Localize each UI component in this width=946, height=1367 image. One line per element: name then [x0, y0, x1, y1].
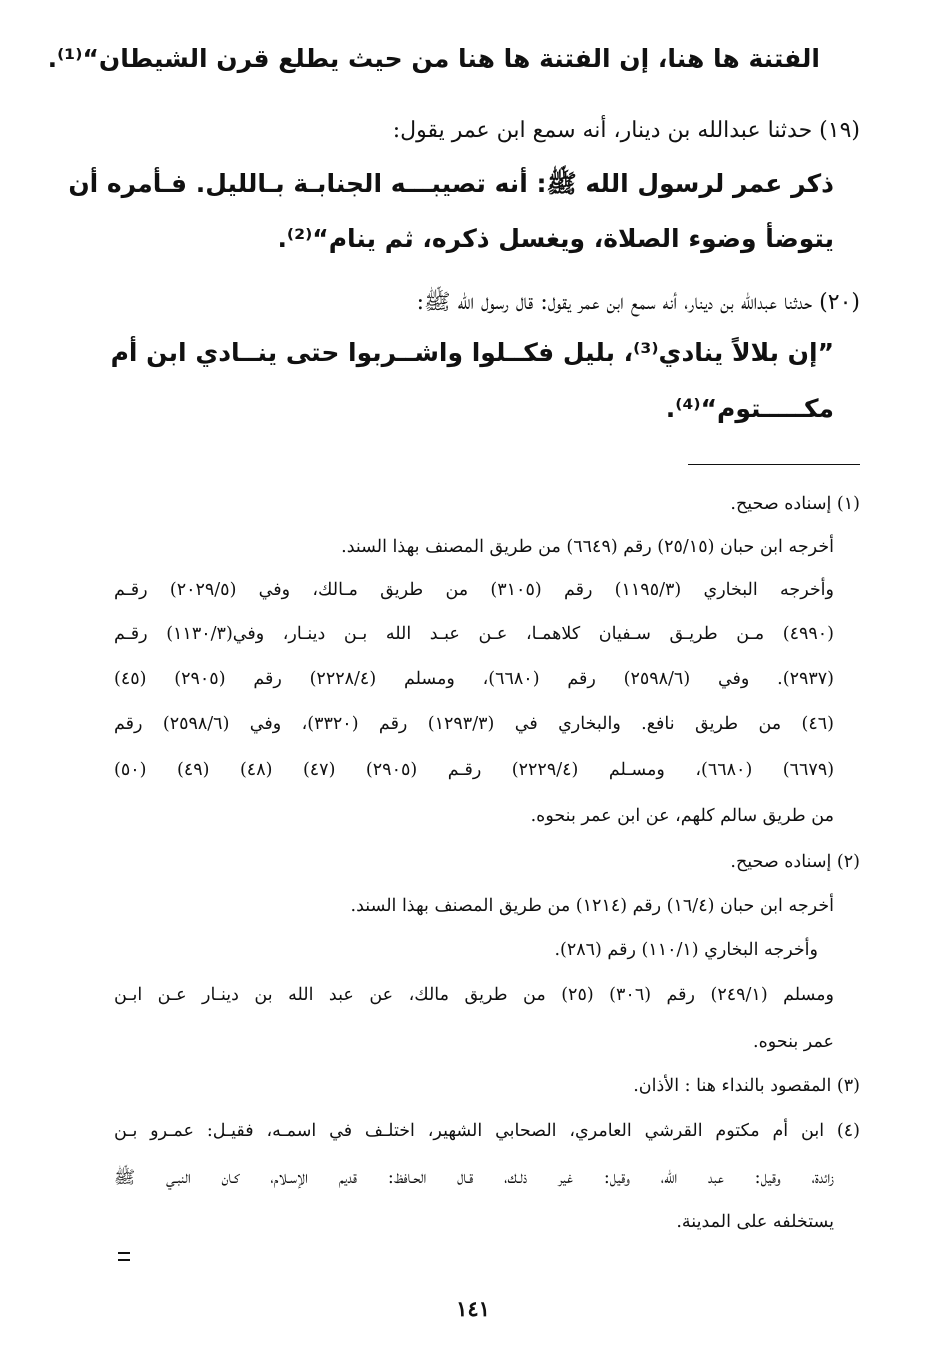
footnote-1-line-7: من طريق سالم كلهم، عن ابن عمر بنحوه. — [530, 806, 834, 826]
hadith-19-matn-line-2: يتوضأ وضوء الصلاة، ويغسل ذكره، ثم ينام“⁽²⁾. — [277, 224, 834, 253]
hadith-18-ending: الفتنة ها هنا، إن الفتنة ها هنا من حيث يطلع قرن الشيطان“⁽¹⁾. — [47, 44, 820, 73]
footnote-4-line-3: يستخلفه على المدينة. — [676, 1212, 834, 1232]
footnote-2-line-2: وأخرجه البخاري (١١٠/١) رقم (٢٨٦). — [554, 940, 818, 960]
footnote-1-line-5: (٤٦) من طريق نافع. والبخاري في (١٢٩٣/٣) رقم (٣٣٢٠)، وفي (٢٥٩٨/٦) رقم — [114, 714, 834, 734]
footnote-1-line-1: أخرجه ابن حبان (٢٥/١٥) رقم (٦٦٤٩) من طريق المصنف بهذا السند. — [341, 537, 834, 557]
footnote-4-line-2: زائدة، وقيل: عبد الله، وقيل: غير ذلـك، قـال الحـافظ: قديم الإسـلام، كـان النبـي ﷺ — [114, 1168, 834, 1188]
hadith-19-matn-line-1: ذكر عمر لرسول الله ﷺ: أنه تصيبـــه الجنابـة بـالليل. فـأمره أن — [68, 169, 834, 198]
footnote-1-title: (١) إسناده صحيح. — [730, 494, 860, 514]
footnote-4-line-1: (٤) ابن أم مكتوم القرشي العامري، الصحابي الشهير، اختلـف في اسمـه، فقيـل: عمـرو بـن — [114, 1121, 860, 1141]
footnote-1-line-2: وأخرجه البخاري (١١٩٥/٣) رقم (٣١٠٥) من طريق مـالك، وفي (٢٠٢٩/٥) رقـم — [114, 580, 834, 600]
footnote-divider — [688, 464, 860, 465]
page-number: ١٤١ — [456, 1296, 490, 1321]
footnote-2-line-1: أخرجه ابن حبان (١٦/٤) رقم (١٢١٤) من طريق المصنف بهذا السند. — [350, 896, 834, 916]
section-end-mark — [118, 1252, 130, 1261]
footnote-3: (٣) المقصود بالنداء هنا : الأذان. — [633, 1076, 860, 1096]
hadith-20-matn-line-1: ”إن بلالاً ينادي⁽³⁾، بليل فكــلوا واشــربوا حتى ينــادي ابن أم — [110, 338, 834, 367]
footnote-1-line-4: (٢٩٣٧). وفي (٢٥٩٨/٦) رقم (٦٦٨٠)، ومسلم (٢٢٢٨/٤) رقم (٢٩٠٥) (٤٥) — [114, 669, 834, 689]
hadith-20-matn-line-2: مكـــــتوم“⁽⁴⁾. — [665, 394, 834, 423]
hadith-20-isnad: (٢٠) حدثنا عبدالله بن دينار، أنه سمع ابن عمر يقول: قال رسول الله ﷺ: — [416, 290, 860, 315]
footnote-2-line-3: ومسلم (٢٤٩/١) رقم (٣٠٦) (٢٥) من طريق مالك، عن عبد الله بن دينـار عـن ابـن — [114, 985, 835, 1005]
footnote-2-line-4: عمر بنحوه. — [753, 1032, 834, 1052]
footnote-2-title: (٢) إسناده صحيح. — [730, 852, 860, 872]
footnote-1-line-6: (٦٦٧٩) (٦٦٨٠)، ومسـلم (٢٢٢٩/٤) رقـم (٢٩٠٥) (٤٧) (٤٨) (٤٩) (٥٠) — [114, 760, 835, 780]
hadith-19-isnad: (١٩) حدثنا عبدالله بن دينار، أنه سمع ابن عمر يقول: — [392, 118, 860, 143]
footnote-1-line-3: (٤٩٩٠) مـن طريـق سـفيان كلاهمـا، عـن عبـد الله بـن دينـار، وفي(١١٣٠/٣) رقـم — [114, 624, 834, 644]
